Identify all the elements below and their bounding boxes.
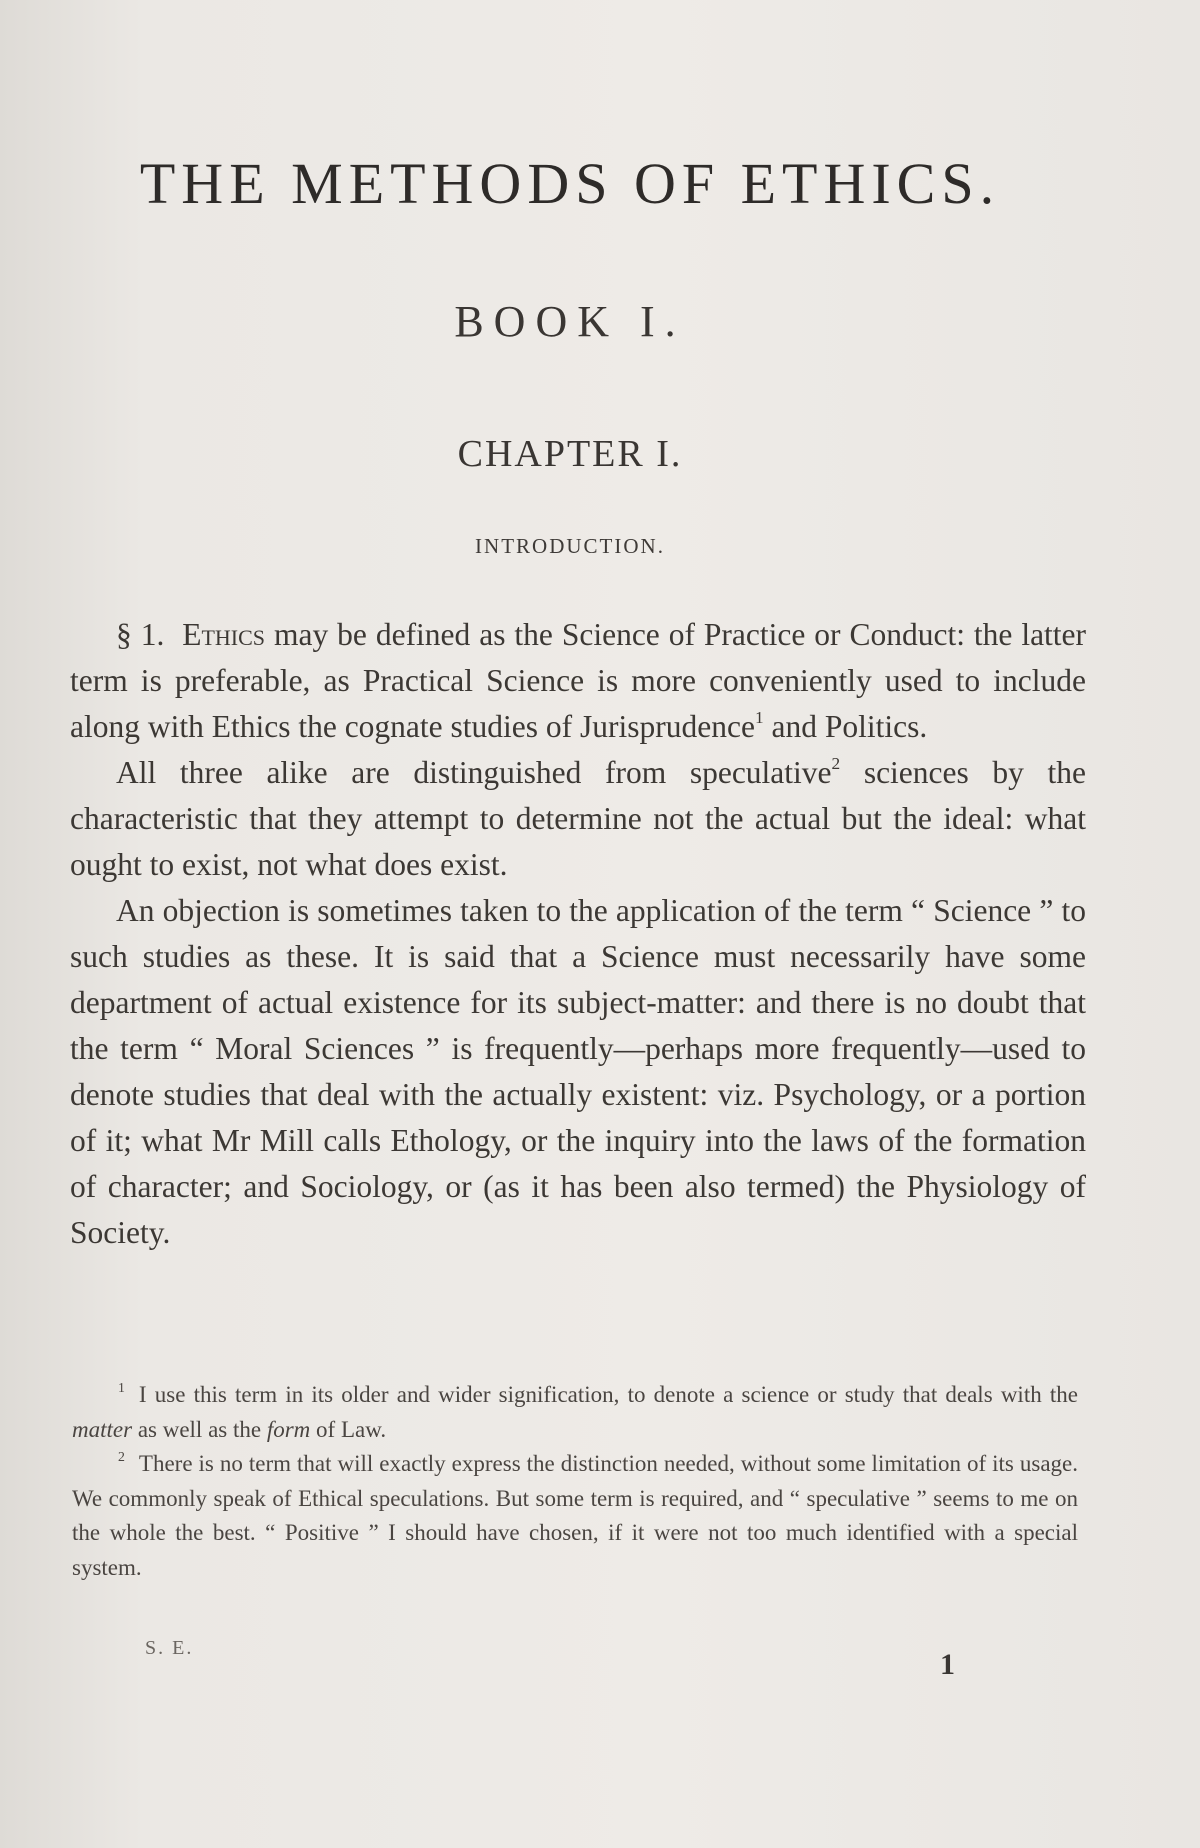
paragraph-2: [70, 750, 1086, 888]
paragraph-2-text-a: All three alike are distinguished from speculative: [116, 755, 832, 790]
paragraph-1-text-a: may be defined as the Science of Practice or Conduct: the latter term is preferable, as Practical Science is more conveniently used to include along with Ethics the cognate studies of Jurisprudence: [70, 617, 1087, 744]
footnote-1-em-b: form: [266, 1416, 311, 1442]
footnote-2-text: There is no term that will exactly express the distinction needed, without some limitation of its usage. We commonly speak of Ethical speculations. But some term is required, and “ speculative ” seems to me on the whole the best. “ Positive ” I should have chosen, if it were not too much identified with a special system.: [72, 1451, 1078, 1580]
footnote-2: [72, 1447, 1078, 1585]
paragraph-1-text-b: and Politics.: [771, 709, 928, 744]
footnote-2-mark: 2: [118, 1449, 125, 1465]
paragraph-1: [70, 612, 1086, 750]
chapter-heading: CHAPTER I.: [457, 433, 683, 475]
footnote-ref-2[interactable]: 2: [831, 754, 841, 774]
section-mark: § 1.: [116, 617, 165, 652]
signature-mark: S. E.: [145, 1637, 194, 1659]
footnote-1-text-c: of Law.: [316, 1416, 387, 1442]
footnote-1-em-a: matter: [72, 1416, 133, 1442]
chapter-subheading: INTRODUCTION.: [475, 534, 665, 558]
paragraph-2-text-b: sciences by the characteristic that they attempt to determine not the actual but the ideal: what ought to exist, not what does exist.: [70, 755, 1086, 882]
main-text: [70, 612, 1086, 1256]
footnote-ref-1[interactable]: 1: [754, 708, 764, 728]
book-title: THE METHODS OF ETHICS.: [139, 151, 1001, 216]
book-heading: BOOK I.: [454, 297, 686, 346]
footnote-1-text-a: I use this term in its older and wider signification, to denote a science or study that deals with the: [138, 1382, 1078, 1407]
footnote-1-text-b: as well as the: [137, 1416, 262, 1442]
lead-word: Ethics: [182, 617, 266, 652]
footnote-1: [72, 1378, 1078, 1447]
footnotes: [72, 1378, 1078, 1585]
paragraph-3: An objection is sometimes taken to the application of the term “ Science ” to such studies as these. It is said that a Science must necessarily have some department of actual existence for its subject-matter: and there is no doubt that the term “ Moral Sciences ” is frequently—perhaps more frequently—used to denote studies that deal with the actually existent: viz. Psychology, or a portion of it; what Mr Mill calls Ethology, or the inquiry into the laws of the formation of character; and Sociology, or (as it has been also termed) the Physiology of Society.: [70, 893, 1086, 1250]
page-number: 1: [940, 1648, 955, 1681]
footnote-1-mark: 1: [118, 1380, 125, 1396]
